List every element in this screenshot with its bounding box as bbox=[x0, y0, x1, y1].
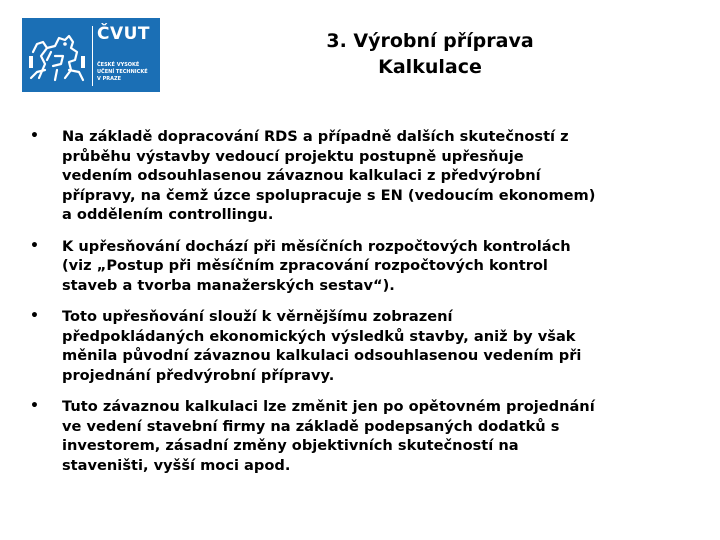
bullet-line: a oddělením controllingu. bbox=[62, 206, 274, 223]
logo-subtitle-line: ČESKÉ VYSOKÉ bbox=[97, 62, 140, 68]
bullet-text bbox=[62, 397, 700, 475]
bullet-dot-icon: • bbox=[30, 308, 39, 324]
bullet-list bbox=[30, 127, 700, 487]
bullet-dot-icon: • bbox=[30, 128, 39, 144]
bullet-item bbox=[30, 127, 700, 225]
slide-subtitle-line: Kalkulace bbox=[378, 56, 482, 78]
bullet-line: (viz „Postup při měsíčním zpracování rozpočtových kontrol bbox=[62, 257, 548, 274]
bullet-line: průběhu výstavby vedoucí projektu postupně upřesňuje bbox=[62, 147, 524, 165]
bullet-line: staveb a tvorba manažerských sestav“). bbox=[62, 276, 395, 294]
bullet-line: přípravy, na čemž úzce spolupracuje s EN (vedoucím ekonomem) bbox=[62, 186, 596, 204]
bullet-text bbox=[62, 237, 700, 296]
bullet-line: vedením odsouhlasenou závaznou kalkulaci z předvýrobní bbox=[62, 167, 541, 184]
bullet-line: projednání předvýrobní přípravy. bbox=[62, 366, 335, 384]
bullet-line: K upřesňování dochází při měsíčních rozpočtových kontrolách bbox=[62, 237, 571, 255]
slide-title bbox=[260, 28, 600, 80]
bullet-item bbox=[30, 307, 700, 385]
bullet-line: staveništi, vyšší moci apod. bbox=[62, 456, 291, 474]
bullet-line: Toto upřesňování slouží k věrnějšímu zobrazení bbox=[62, 308, 453, 325]
cvut-lion-emblem-icon bbox=[25, 26, 89, 88]
bullet-line: předpokládaných ekonomických výsledků stavby, aniž by však bbox=[62, 327, 576, 345]
logo-subtitle-line: UČENÍ TECHNICKÉ bbox=[97, 69, 148, 75]
bullet-text bbox=[62, 127, 700, 225]
bullet-line: investorem, zásadní změny objektivních skutečností na bbox=[62, 437, 519, 454]
bullet-item bbox=[30, 237, 700, 296]
bullet-item bbox=[30, 397, 700, 475]
slide-title-line: 3. Výrobní příprava bbox=[326, 30, 534, 52]
bullet-line: Na základě dopracování RDS a případně dalších skutečností z bbox=[62, 128, 569, 145]
bullet-line: měnila původní závaznou kalkulaci odsouhlasenou vedením při bbox=[62, 347, 582, 364]
bullet-text bbox=[62, 307, 700, 385]
bullet-line: Tuto závaznou kalkulaci lze změnit jen po opětovném projednání bbox=[62, 398, 595, 415]
logo-subtitle bbox=[97, 62, 159, 83]
logo-subtitle-line: V PRAZE bbox=[97, 76, 122, 82]
bullet-line: ve vedení stavební firmy na základě podepsaných dodatků s bbox=[62, 417, 560, 435]
cvut-logo bbox=[22, 18, 160, 92]
bullet-dot-icon: • bbox=[30, 398, 39, 414]
logo-separator bbox=[92, 26, 93, 86]
logo-name: ČVUT bbox=[97, 24, 151, 44]
bullet-dot-icon: • bbox=[30, 237, 39, 254]
